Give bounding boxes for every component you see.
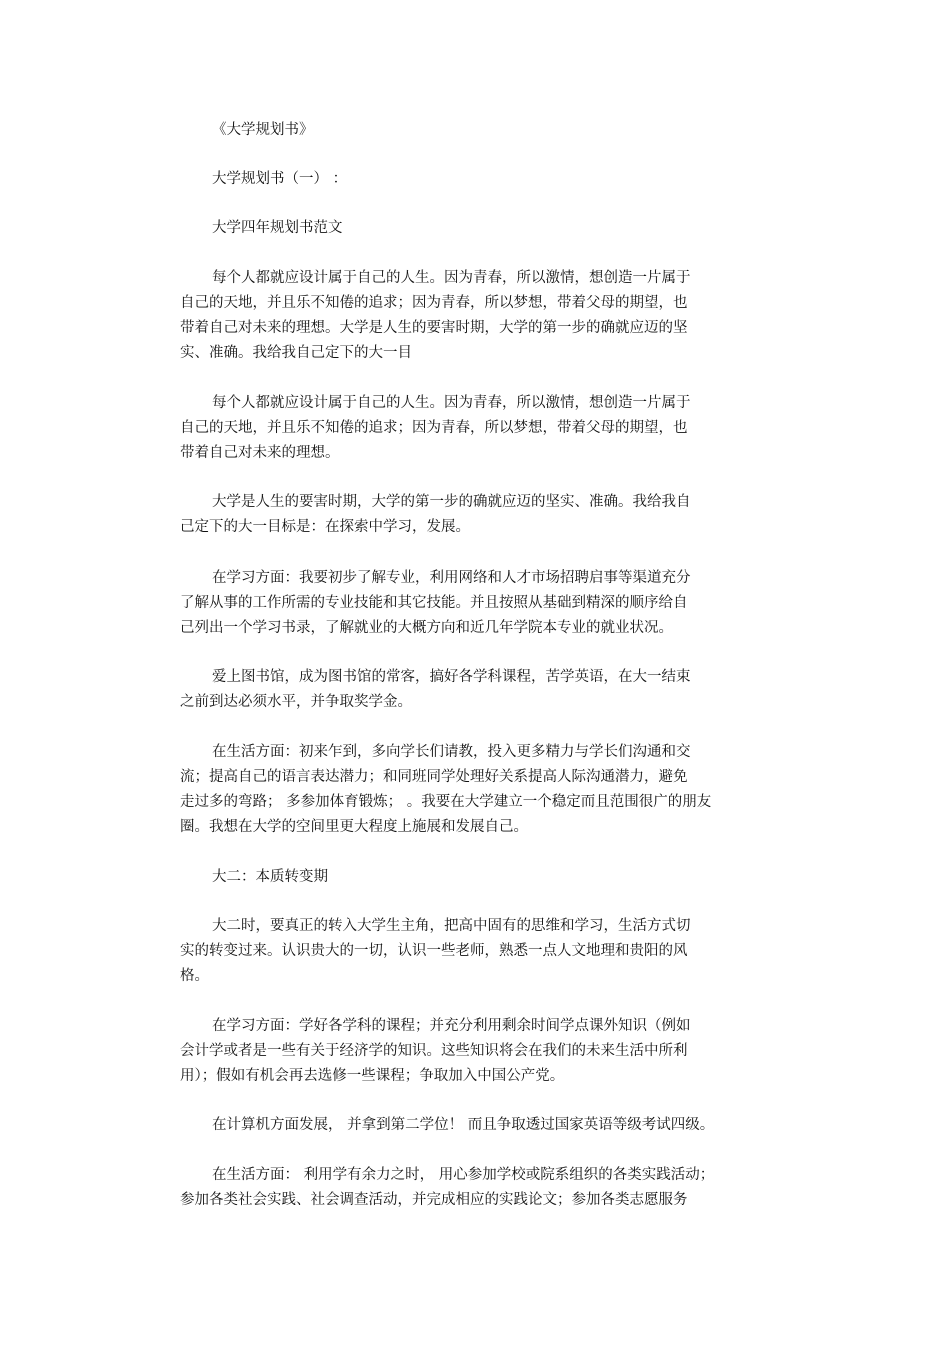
paragraph-line: 己定下的大一目标是：在探索中学习，发展。 <box>180 519 470 535</box>
document-subtitle <box>180 167 740 192</box>
paragraph-line: 大二时，要真正的转入大学生主角，把高中固有的思维和学习，生活方式切 <box>212 918 691 934</box>
heading-line: 大学四年规划书范文 <box>212 220 343 236</box>
paragraph-9 <box>180 1014 740 1089</box>
title-line: 《大学规划书》 <box>212 122 314 138</box>
paragraph-line: 会计学或者是一些有关于经济学的知识。这些知识将会在我们的未来生活中所利 <box>180 1043 688 1059</box>
document-heading <box>180 216 740 241</box>
document-title <box>180 118 740 143</box>
paragraph-line: 圈。我想在大学的空间里更大程度上施展和发展自己。 <box>180 819 528 835</box>
paragraph-10 <box>180 1113 740 1138</box>
paragraph-line: 大二：本质转变期 <box>212 869 328 885</box>
paragraph-11 <box>180 1163 740 1213</box>
paragraph-line: 之前到达必须水平，并争取奖学金。 <box>180 694 412 710</box>
paragraph-6 <box>180 740 740 840</box>
paragraph-line: 带着自己对未来的理想。 <box>180 445 340 461</box>
paragraph-line: 实、准确。我给我自己定下的大一目 <box>180 345 412 361</box>
paragraph-line: 格。 <box>180 968 209 984</box>
paragraph-line: 每个人都就应设计属于自己的人生。因为青春，所以激情，想创造一片属于 <box>212 270 691 286</box>
paragraph-3 <box>180 490 740 540</box>
paragraph-line: 大学是人生的要害时期，大学的第一步的确就应迈的坚实、准确。我给我自 <box>212 494 691 510</box>
paragraph-line: 了解从事的工作所需的专业技能和其它技能。并且按照从基础到精深的顺序给自 <box>180 595 688 611</box>
paragraph-1 <box>180 266 740 366</box>
paragraph-line: 在生活方面：初来乍到，多向学长们请教，投入更多精力与学长们沟通和交 <box>212 744 691 760</box>
paragraph-line: 流；提高自己的语言表达潜力；和同班同学处理好关系提高人际沟通潜力，避免 <box>180 769 688 785</box>
paragraph-line: 自己的天地，并且乐不知倦的追求；因为青春，所以梦想，带着父母的期望，也 <box>180 420 688 436</box>
paragraph-8 <box>180 914 740 989</box>
paragraph-4 <box>180 566 740 641</box>
paragraph-line: 在学习方面：我要初步了解专业，利用网络和人才市场招聘启事等渠道充分 <box>212 570 691 586</box>
paragraph-line: 带着自己对未来的理想。大学是人生的要害时期，大学的第一步的确就应迈的坚 <box>180 320 688 336</box>
paragraph-line: 己列出一个学习书录，了解就业的大概方向和近几年学院本专业的就业状况。 <box>180 620 673 636</box>
paragraph-line: 参加各类社会实践、社会调查活动，并完成相应的实践论文；参加各类志愿服务 <box>180 1192 688 1208</box>
paragraph-line: 走过多的弯路； 多参加体育锻炼； 。我要在大学建立一个稳定而且范围很广的朋友 <box>180 794 712 810</box>
paragraph-5 <box>180 665 740 715</box>
paragraph-line: 用）；假如有机会再去选修一些课程；争取加入中国公产党。 <box>180 1068 565 1084</box>
paragraph-line: 爱上图书馆，成为图书馆的常客，搞好各学科课程，苦学英语，在大一结束 <box>212 669 691 685</box>
paragraph-line: 实的转变过来。认识贵大的一切，认识一些老师，熟悉一点人文地理和贵阳的风 <box>180 943 688 959</box>
paragraph-line: 自己的天地，并且乐不知倦的追求；因为青春，所以梦想，带着父母的期望，也 <box>180 295 688 311</box>
paragraph-7 <box>180 865 740 890</box>
subtitle-line: 大学规划书（一） ： <box>212 171 348 187</box>
paragraph-line: 在生活方面： 利用学有余力之时， 用心参加学校或院系组织的各类实践活动； <box>212 1167 715 1183</box>
paragraph-2 <box>180 391 740 466</box>
paragraph-line: 在学习方面：学好各学科的课程；并充分利用剩余时间学点课外知识（例如 <box>212 1018 691 1034</box>
paragraph-line: 在计算机方面发展， 并拿到第二学位！ 而且争取透过国家英语等级考试四级。 <box>212 1117 715 1133</box>
paragraph-line: 每个人都就应设计属于自己的人生。因为青春，所以激情，想创造一片属于 <box>212 395 691 411</box>
